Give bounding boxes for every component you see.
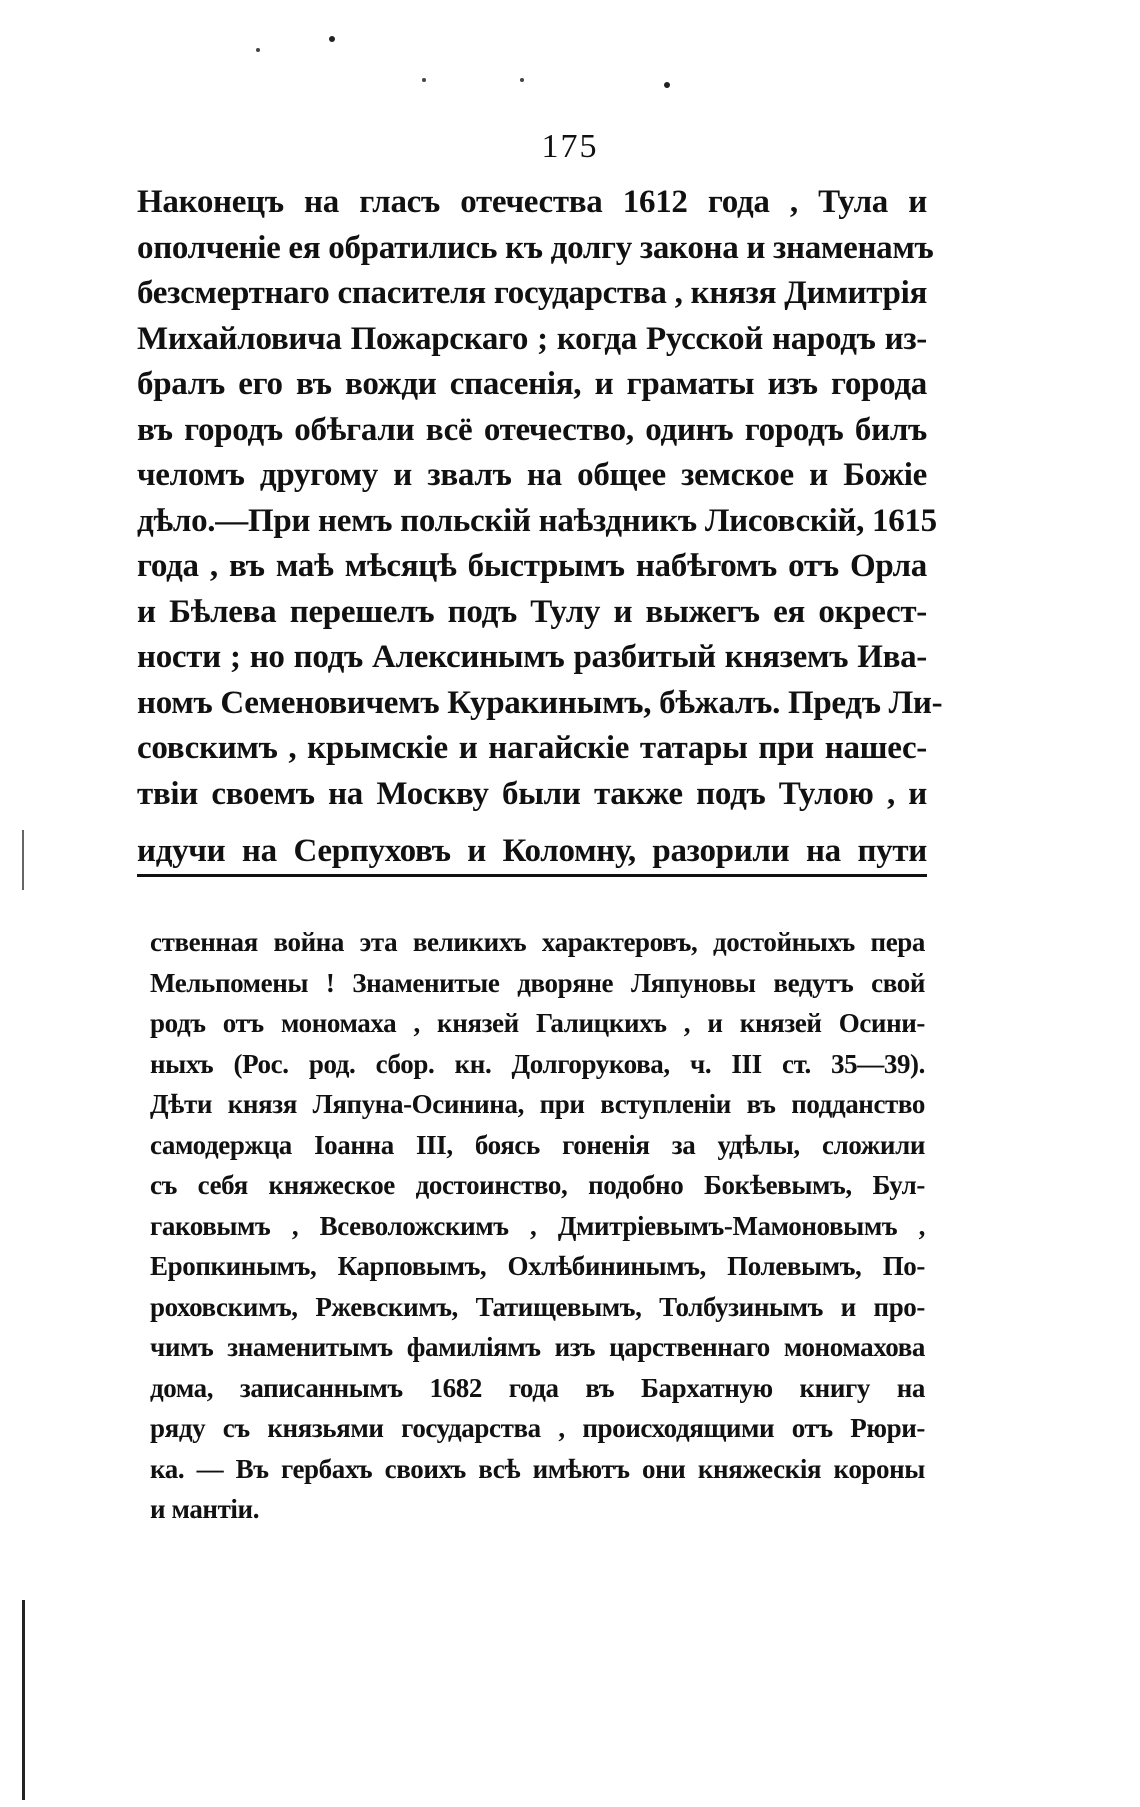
text-line: твіи своемъ на Москву были также подъ Тулою , и (137, 775, 927, 812)
footnote-block (150, 922, 925, 1530)
footnote-line: съ себя княжеское достоинство, подобно Бокѣевымъ, Бул- (150, 1170, 925, 1200)
footnote-line: дома, записаннымъ 1682 года въ Бархатную книгу на (150, 1372, 925, 1403)
scan-speck (422, 78, 426, 82)
footnote-line: ныхъ (Рос. род. сбор. кн. Долгорукова, ч. III ст. 35—39). (150, 1048, 925, 1079)
text-line: совскимъ , крымскіе и нагайскіе татары при нашес- (137, 730, 927, 766)
scan-speck (664, 82, 670, 88)
footnote-line: самодержца Іоанна III, боясь гоненія за удѣлы, сложили (150, 1129, 925, 1160)
scan-speck (256, 48, 260, 52)
footnote-line: чимъ знаменитымъ фамиліямъ изъ царственнаго мономахова (150, 1332, 925, 1362)
footnote-line: родъ отъ мономаха , князей Галицкихъ , и князей Осини- (150, 1008, 925, 1038)
text-line: номъ Семеновичемъ Куракинымъ, бѣжалъ. Предъ Ли- (137, 684, 943, 721)
page-edge-line (22, 1600, 25, 1800)
text-line: дѣло.—При немъ польскій наѣздникъ Лисовскій, 1615 (137, 502, 937, 539)
footnote-line: ряду съ князьями государства , происходящими отъ Рюри- (150, 1413, 925, 1443)
scan-speck (329, 36, 335, 42)
text-line: Наконецъ на гласъ отечества 1612 года , Тула и (137, 184, 927, 220)
text-line: и Бѣлева перешелъ подъ Тулу и выжегъ ея окрест- (137, 593, 927, 630)
footnote-line: Мельпомены ! Знаменитые дворяне Ляпуновы ведутъ свой (150, 967, 925, 998)
footnote-separator-rule (137, 874, 927, 877)
page-edge-line (22, 830, 24, 890)
text-line: ности ; но подъ Алексинымъ разбитый княземъ Ива- (137, 639, 927, 675)
footnote-line: Еропкинымъ, Карповымъ, Охлѣбининымъ, Полевымъ, По- (150, 1251, 925, 1281)
text-line: идучи на Серпуховъ и Коломну, разорили на пути (137, 833, 927, 869)
text-line: бралъ его въ вожди спасенія, и граматы изъ города (137, 366, 927, 402)
scan-speck (520, 78, 524, 82)
footnote-line: ственная война эта великихъ характеровъ, достойныхъ пера (150, 927, 925, 957)
page-number: 175 (541, 128, 599, 165)
text-line: ополченіе ея обратились къ долгу закона и знаменамъ (137, 229, 934, 266)
text-line: челомъ другому и звалъ на общее земское и Божіе (137, 457, 927, 493)
text-line: года , въ маѣ мѣсяцѣ быстрымъ набѣгомъ отъ Орла (137, 548, 927, 584)
main-text-block (137, 180, 943, 875)
text-line: безсмертнаго спасителя государства , князя Димитрія (137, 275, 927, 311)
footnote-line: и мантіи. (150, 1494, 260, 1524)
text-line: въ городъ обѣгали всё отечество, одинъ городъ билъ (137, 411, 927, 448)
text-line: Михайловича Пожарскаго ; когда Русской народъ из- (137, 320, 927, 357)
footnote-line: Дѣти князя Ляпуна-Осинина, при вступленіи въ подданство (150, 1089, 925, 1119)
footnote-line: роховскимъ, Ржевскимъ, Татищевымъ, Толбузинымъ и про- (150, 1291, 925, 1322)
footnote-line: гаковымъ , Всеволожскимъ , Дмитріевымъ-Мамоновымъ , (150, 1210, 925, 1241)
footnote-line: ка. — Въ гербахъ своихъ всѣ имѣютъ они княжескія короны (150, 1453, 925, 1484)
